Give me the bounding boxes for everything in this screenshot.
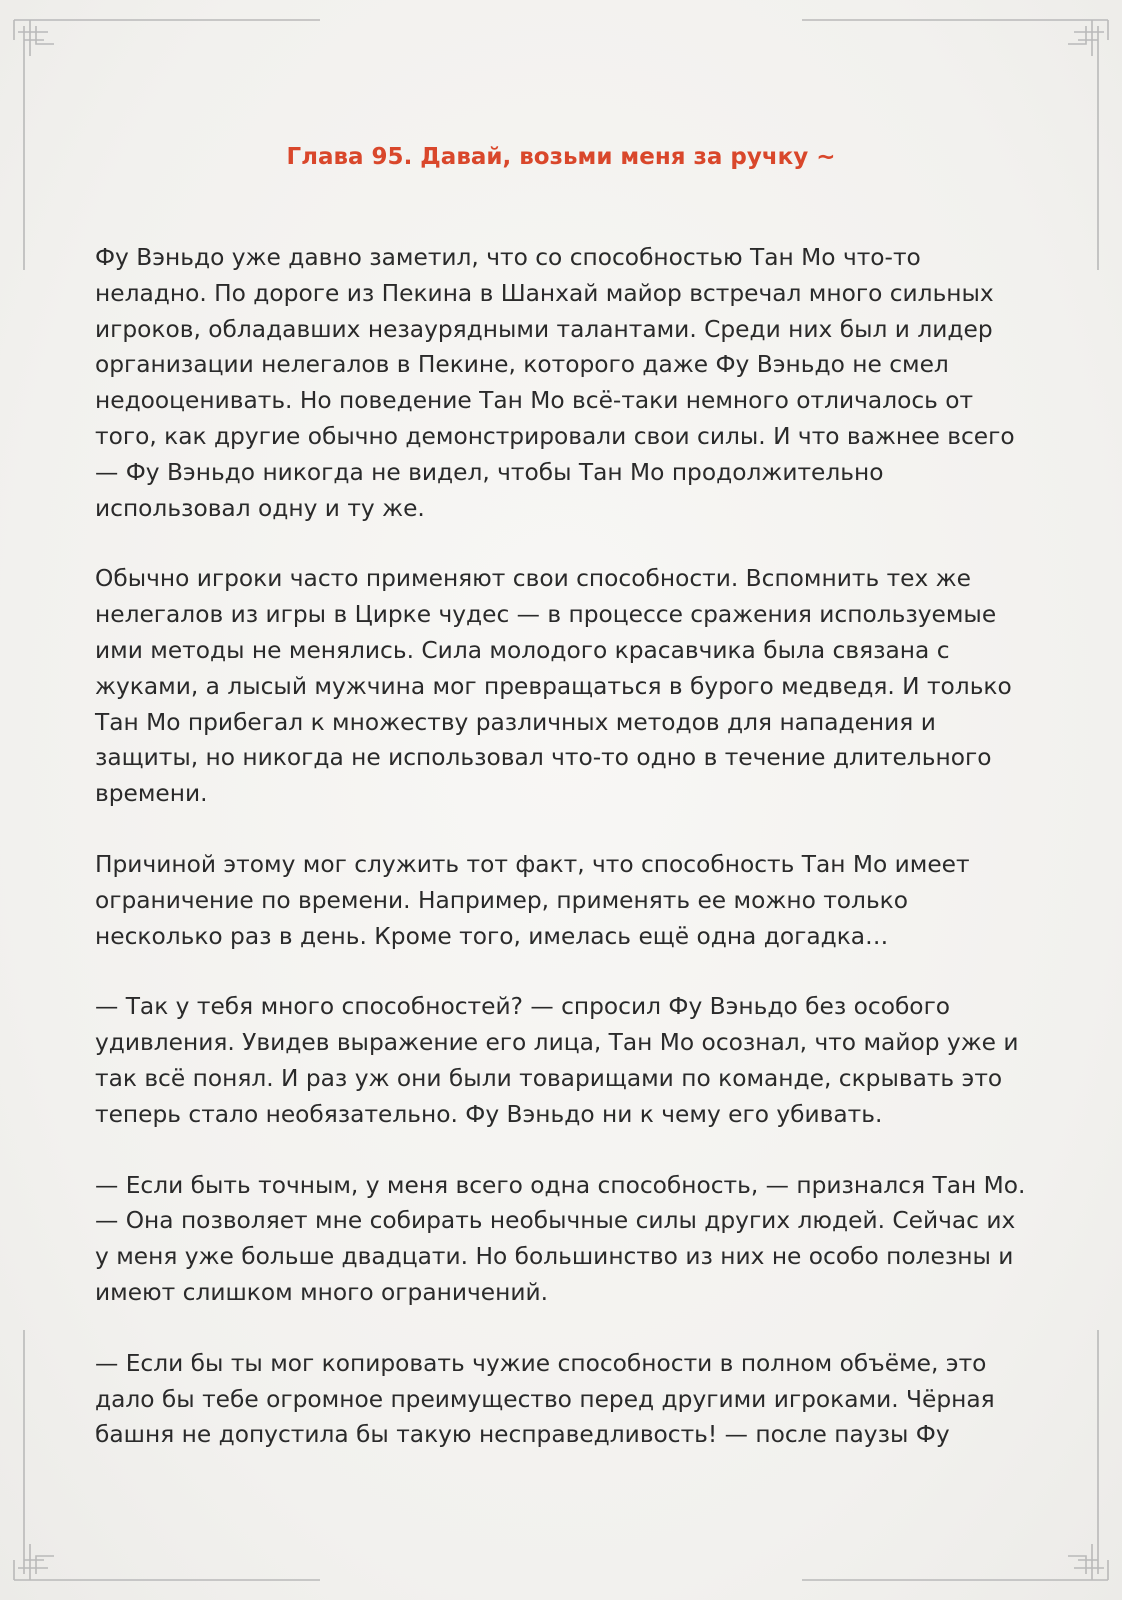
chapter-body [95, 240, 1035, 1453]
paragraph: Причиной этому мог служить тот факт, что способность Тан Мо имеет ограничение по времени. Например, применять ее можно только несколько раз в день. Кроме того, имелась ещё одна догадка… [95, 850, 970, 950]
paragraph: — Так у тебя много способностей? — спросил Фу Вэньдо без особого удивления. Увидев выражение его лица, Тан Мо осознал, что майор уже и так всё понял. И раз уж они были товарищами по команде, скрывать это теперь стало необязательно. Фу Вэньдо ни к чему его убивать. [95, 993, 1019, 1128]
paragraph: — Если быть точным, у меня всего одна способность, — признался Тан Мо. — Она позволяет мне собирать необычные силы других людей. Сейчас их у меня уже больше двадцати. Но большинство из них не особо полезны и имеют слишком много ограничений. [95, 1171, 1026, 1306]
paragraph: — Если бы ты мог копировать чужие способности в полном объёме, это дало бы тебе огромное преимущество перед другими игроками. Чёрная башня не допустила бы такую несправедливость! — после паузы Фу [95, 1349, 995, 1449]
chapter-title: Глава 95. Давай, возьми меня за ручку ~ [286, 144, 836, 170]
paragraph: Обычно игроки часто применяют свои способности. Вспомнить тех же нелегалов из игры в Цирке чудес — в процессе сражения используемые ими методы не менялись. Сила молодого красавчика была связана с жуками, а лысый мужчина мог превращаться в бурого медведя. И только Тан Мо прибегал к множеству различных методов для нападения и защиты, но никогда не использовал что-то одно в течение длительного времени. [95, 565, 1012, 808]
paragraph: Фу Вэньдо уже давно заметил, что со способностью Тан Мо что-то неладно. По дороге из Пекина в Шанхай майор встречал много сильных игроков, обладавших незаурядными талантами. Среди них был и лидер организации нелегалов в Пекине, которого даже Фу Вэньдо не смел недооценивать. Но поведение Тан Мо всё-таки немного отличалось от того, как другие обычно демонстрировали свои силы. И что важнее всего — Фу Вэньдо никогда не видел, чтобы Тан Мо продолжительно использовал одну и ту же. [95, 244, 1015, 522]
